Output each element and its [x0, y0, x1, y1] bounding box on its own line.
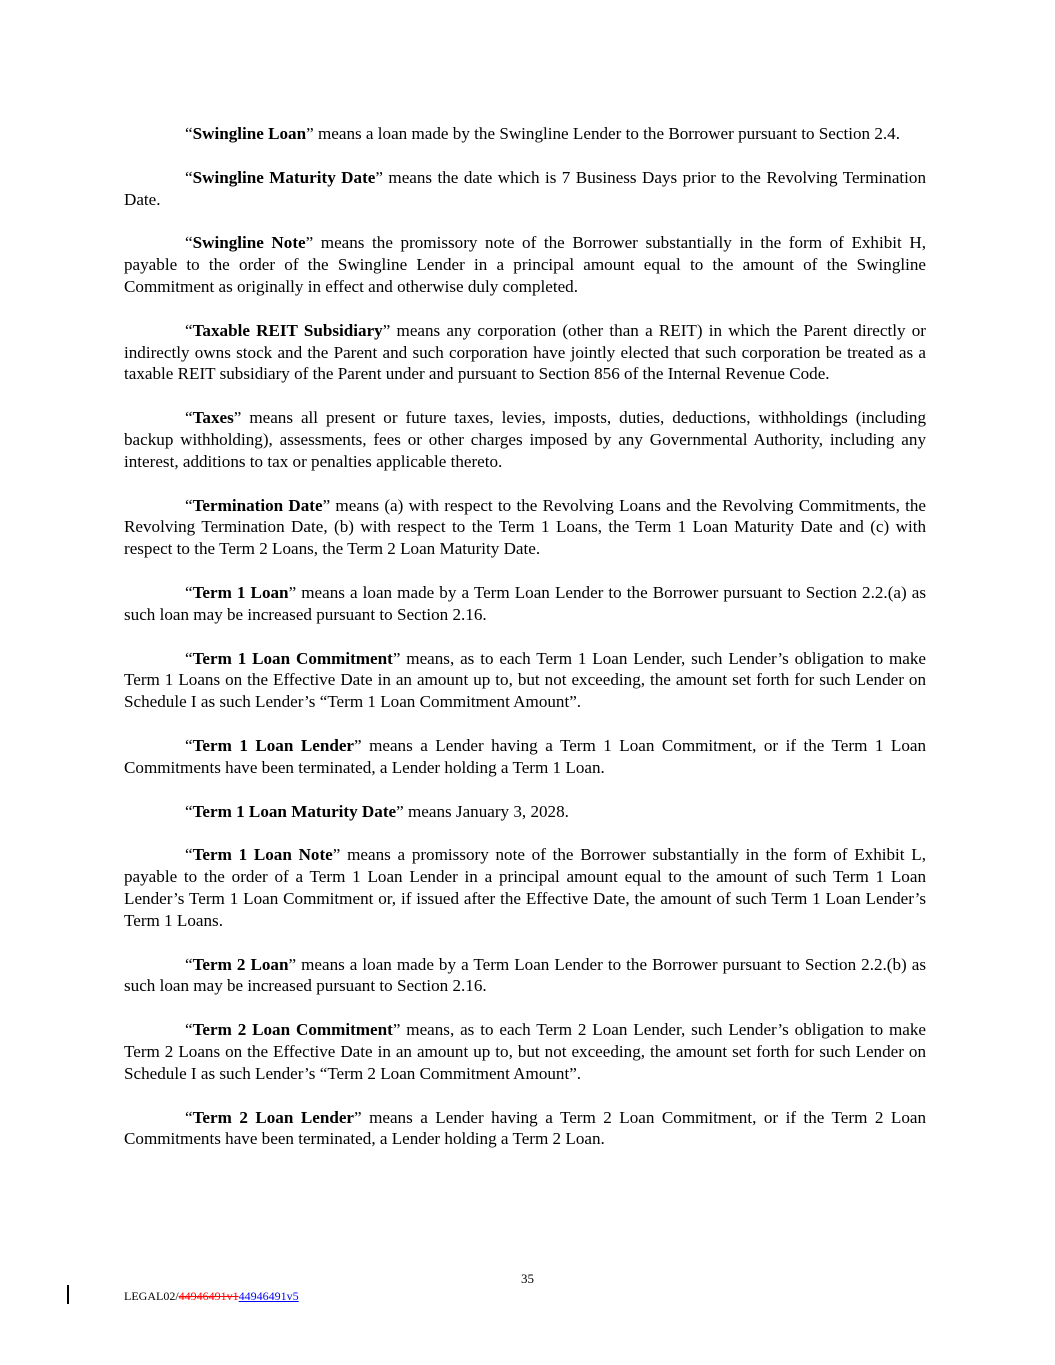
definition-text: means a loan made by a Term Loan Lender to the Borrower pursuant to Section 2.2.(b) as such loan may be increased pursuant to Section 2.16. — [124, 954, 926, 996]
definition-swingline-maturity-date: “Swingline Maturity Date” means the date which is 7 Business Days prior to the Revolving Termination Date. — [124, 167, 926, 209]
definition-text: means a Lender having a Term 2 Loan Commitment, or if the Term 2 Loan Commitments have been terminated, a Lender holding a Term 2 Loan. — [124, 1107, 927, 1149]
defined-term: Term 1 Loan — [192, 582, 289, 602]
definition-text: means January 3, 2028. — [403, 801, 569, 821]
defined-term: Swingline Maturity Date — [192, 167, 376, 187]
definition-text: means a loan made by a Term Loan Lender to the Borrower pursuant to Section 2.2.(a) as such loan may be increased pursuant to Section 2.16. — [124, 582, 926, 624]
page-number: 35 — [521, 1271, 534, 1286]
document-body — [124, 123, 926, 1172]
definition-term-1-loan-note: “Term 1 Loan Note” means a promissory note of the Borrower substantially in the form of Exhibit L, payable to the order of a Term 1 Loan Lender in a principal amount equal to the amount of such Term 1 Loan Lender’s Term 1 Loan Commitment or, if issued after the Effective Date, the amount of such Term 1 Loan Lender’s Term 1 Loans. — [124, 845, 926, 930]
definition-term-2-loan: “Term 2 Loan” means a loan made by a Term Loan Lender to the Borrower pursuant to Section 2.2.(b) as such loan may be increased pursuant to Section 2.16. — [124, 954, 926, 996]
definition-text: means any corporation (other than a REIT) in which the Parent directly or indirectly owns stock and the Parent and such corporation have jointly elected that such corporation be treated as a taxable REIT subsidiary of the Parent under and pursuant to Section 856 of the Internal Revenue Code. — [124, 320, 926, 384]
definition-term-1-loan-commitment: “Term 1 Loan Commitment” means, as to each Term 1 Loan Lender, such Lender’s obligation to make Term 1 Loans on the Effective Date in an amount up to, but not exceeding, the amount set forth for such Lender on Schedule I as such Lender’s “Term 1 Loan Commitment Amount”. — [124, 648, 927, 712]
definition-text: means, as to each Term 2 Loan Lender, such Lender’s obligation to make Term 2 Loans on the Effective Date in an amount up to, but not exceeding, the amount set forth for such Lender on Schedule I as such Lender’s “Term 2 Loan Commitment Amount”. — [124, 1020, 927, 1083]
defined-term: Termination Date — [192, 495, 323, 515]
defined-term: Taxes — [192, 408, 234, 428]
definition-term-1-loan: “Term 1 Loan” means a loan made by a Term Loan Lender to the Borrower pursuant to Section 2.2.(a) as such loan may be increased pursuant to Section 2.16. — [124, 582, 926, 624]
definition-text: means a loan made by the Swingline Lender to the Borrower pursuant to Section 2.4. — [313, 124, 900, 143]
defined-term: Swingline Note — [192, 233, 306, 253]
definition-text: means a Lender having a Term 1 Loan Commitment, or if the Term 1 Loan Commitments have been terminated, a Lender holding a Term 1 Loan. — [124, 735, 927, 777]
defined-term: Swingline Loan — [192, 124, 307, 143]
document-id — [124, 1289, 299, 1304]
definition-term-1-loan-maturity-date: “Term 1 Loan Maturity Date” means January 3, 2028. — [185, 801, 569, 821]
definition-text: means the date which is 7 Business Days prior to the Revolving Termination Date. — [124, 167, 926, 209]
definition-term-2-loan-lender: “Term 2 Loan Lender” means a Lender having a Term 2 Loan Commitment, or if the Term 2 Loan Commitments have been terminated, a Lender holding a Term 2 Loan. — [124, 1107, 927, 1149]
defined-term: Term 2 Loan Commitment — [192, 1020, 393, 1040]
definition-taxable-reit-subsidiary: “Taxable REIT Subsidiary” means any corporation (other than a REIT) in which the Parent directly or indirectly owns stock and the Parent and such corporation have jointly elected that such corporation be treated as a taxable REIT subsidiary of the Parent under and pursuant to Section 856 of the Internal Revenue Code. — [124, 320, 926, 384]
definition-termination-date: “Termination Date” means (a) with respect to the Revolving Loans and the Revolving Commitments, the Revolving Termination Date, (b) with respect to the Term 1 Loans, the Term 1 Loan Maturity Date and (c) with respect to the Term 2 Loans, the Term 2 Loan Maturity Date. — [124, 495, 926, 559]
document-id-prefix: LEGAL02/ — [124, 1289, 179, 1303]
defined-term: Term 1 Loan Lender — [192, 735, 355, 755]
defined-term: Term 1 Loan Note — [192, 845, 333, 865]
defined-term: Term 1 Loan Commitment — [192, 648, 393, 668]
definition-text: means (a) with respect to the Revolving Loans and the Revolving Commitments, the Revolving Termination Date, (b) with respect to the Term 1 Loans, the Term 1 Loan Maturity Date and (c) with respect to the Term 2 Loans, the Term 2 Loan Maturity Date. — [124, 495, 926, 559]
definition-text: means all present or future taxes, levies, imposts, duties, deductions, withholdings (including backup withholding), assessments, fees or other charges imposed by any Governmental Authority, including any interest, additions to tax or penalties applicable thereto. — [124, 408, 926, 471]
defined-term: Term 1 Loan Maturity Date — [192, 801, 397, 821]
definition-term-2-loan-commitment: “Term 2 Loan Commitment” means, as to each Term 2 Loan Lender, such Lender’s obligation to make Term 2 Loans on the Effective Date in an amount up to, but not exceeding, the amount set forth for such Lender on Schedule I as such Lender’s “Term 2 Loan Commitment Amount”. — [124, 1020, 927, 1083]
defined-term: Taxable REIT Subsidiary — [192, 320, 383, 340]
document-id-deleted: 44946491v1 — [178, 1289, 239, 1303]
document-id-inserted: 44946491v5 — [238, 1289, 299, 1303]
definition-taxes: “Taxes” means all present or future taxes, levies, imposts, duties, deductions, withholdings (including backup withholding), assessments, fees or other charges imposed by any Governmental Authority, including any interest, additions to tax or penalties applicable thereto. — [124, 408, 926, 471]
definition-swingline-loan: “Swingline Loan” means a loan made by the Swingline Lender to the Borrower pursuant to Section 2.4. — [185, 124, 900, 143]
definition-term-1-loan-lender: “Term 1 Loan Lender” means a Lender having a Term 1 Loan Commitment, or if the Term 1 Loan Commitments have been terminated, a Lender holding a Term 1 Loan. — [124, 735, 927, 777]
defined-term: Term 2 Loan Lender — [192, 1107, 355, 1127]
definition-text: means, as to each Term 1 Loan Lender, such Lender’s obligation to make Term 1 Loans on the Effective Date in an amount up to, but not exceeding, the amount set forth for such Lender on Schedule I as such Lender’s “Term 1 Loan Commitment Amount”. — [124, 648, 927, 712]
change-bar — [67, 1285, 69, 1304]
definition-swingline-note: “Swingline Note” means the promissory note of the Borrower substantially in the form of Exhibit H, payable to the order of the Swingline Lender in a principal amount equal to the amount of the Swingline Commitment as originally in effect and otherwise duly completed. — [124, 233, 926, 296]
definition-text: means the promissory note of the Borrower substantially in the form of Exhibit H, payable to the order of the Swingline Lender in a principal amount equal to the amount of the Swingline Commitment as originally in effect and otherwise duly completed. — [124, 233, 926, 296]
defined-term: Term 2 Loan — [192, 954, 289, 974]
definition-text: means a promissory note of the Borrower substantially in the form of Exhibit L, payable to the order of a Term 1 Loan Lender in a principal amount equal to the amount of such Term 1 Loan Lender’s Term 1 Loan Commitment or, if issued after the Effective Date, the amount of such Term 1 Loan Lender’s Term 1 Loans. — [124, 845, 926, 930]
